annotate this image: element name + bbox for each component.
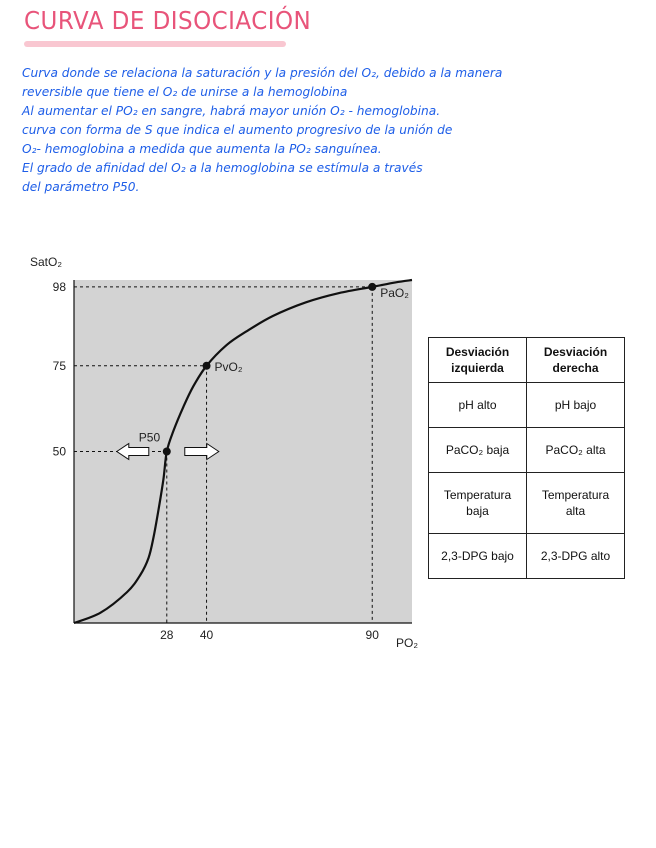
page-title: CURVA DE DISOCIACIÓN [24, 6, 312, 35]
table-row [429, 428, 625, 473]
y-tick-label: 75 [52, 358, 66, 373]
table-header-row [429, 338, 625, 383]
data-point-marker [163, 448, 171, 456]
handwritten-notes [22, 64, 650, 197]
title-highlight [24, 41, 286, 47]
table-cell: 2,3-DPG alto [527, 534, 625, 579]
note-line: reversible que tiene el O₂ de unirse a la hemoglobina [22, 85, 348, 99]
table-row [429, 473, 625, 534]
data-point-marker [368, 283, 376, 291]
y-tick-label: 98 [52, 279, 66, 294]
y-axis-label: SatO₂ [30, 255, 63, 269]
note-line: El grado de afinidad del O₂ a la hemoglobina se estímula a través [22, 161, 423, 175]
y-tick-label: 50 [52, 444, 66, 459]
table-row [429, 383, 625, 428]
x-axis-label: PO₂ [396, 636, 418, 650]
x-tick-label: 28 [160, 628, 174, 642]
deviation-table [428, 337, 625, 579]
header-right-deviation [527, 338, 625, 383]
note-line: O₂- hemoglobina a medida que aumenta la PO₂ sanguínea. [22, 142, 382, 156]
header-left-deviation [429, 338, 527, 383]
table-row [429, 534, 625, 579]
header-left-line1: Desviación [445, 345, 510, 359]
note-line: del parámetro P50. [22, 180, 140, 194]
header-right-line2: derecha [552, 361, 599, 375]
table-cell: PaCO₂ baja [429, 428, 527, 473]
table-cell: pH bajo [527, 383, 625, 428]
x-tick-label: 90 [365, 628, 379, 642]
table-cell: pH alto [429, 383, 527, 428]
deviation-table-container [428, 337, 625, 579]
note-line: curva con forma de S que indica el aumento progresivo de la unión de [22, 123, 453, 137]
data-point-label: PaO₂ [380, 285, 409, 300]
table-cell: Temperatura baja [429, 473, 527, 534]
table-cell: 2,3-DPG bajo [429, 534, 527, 579]
data-point-label: PvO₂ [214, 359, 243, 374]
header-left-line2: izquierda [451, 361, 504, 375]
note-line: Curva donde se relaciona la saturación y la presión del O₂, debido a la manera [22, 66, 503, 80]
table-cell: Temperatura alta [527, 473, 625, 534]
table-cell: PaCO₂ alta [527, 428, 625, 473]
dissociation-curve-chart [0, 240, 430, 660]
data-point-label: P50 [138, 430, 161, 445]
header-right-line1: Desviación [543, 345, 608, 359]
data-point-marker [203, 362, 211, 370]
note-line: Al aumentar el PO₂ en sangre, habrá mayor unión O₂ - hemoglobina. [22, 104, 441, 118]
x-tick-label: 40 [199, 628, 214, 642]
